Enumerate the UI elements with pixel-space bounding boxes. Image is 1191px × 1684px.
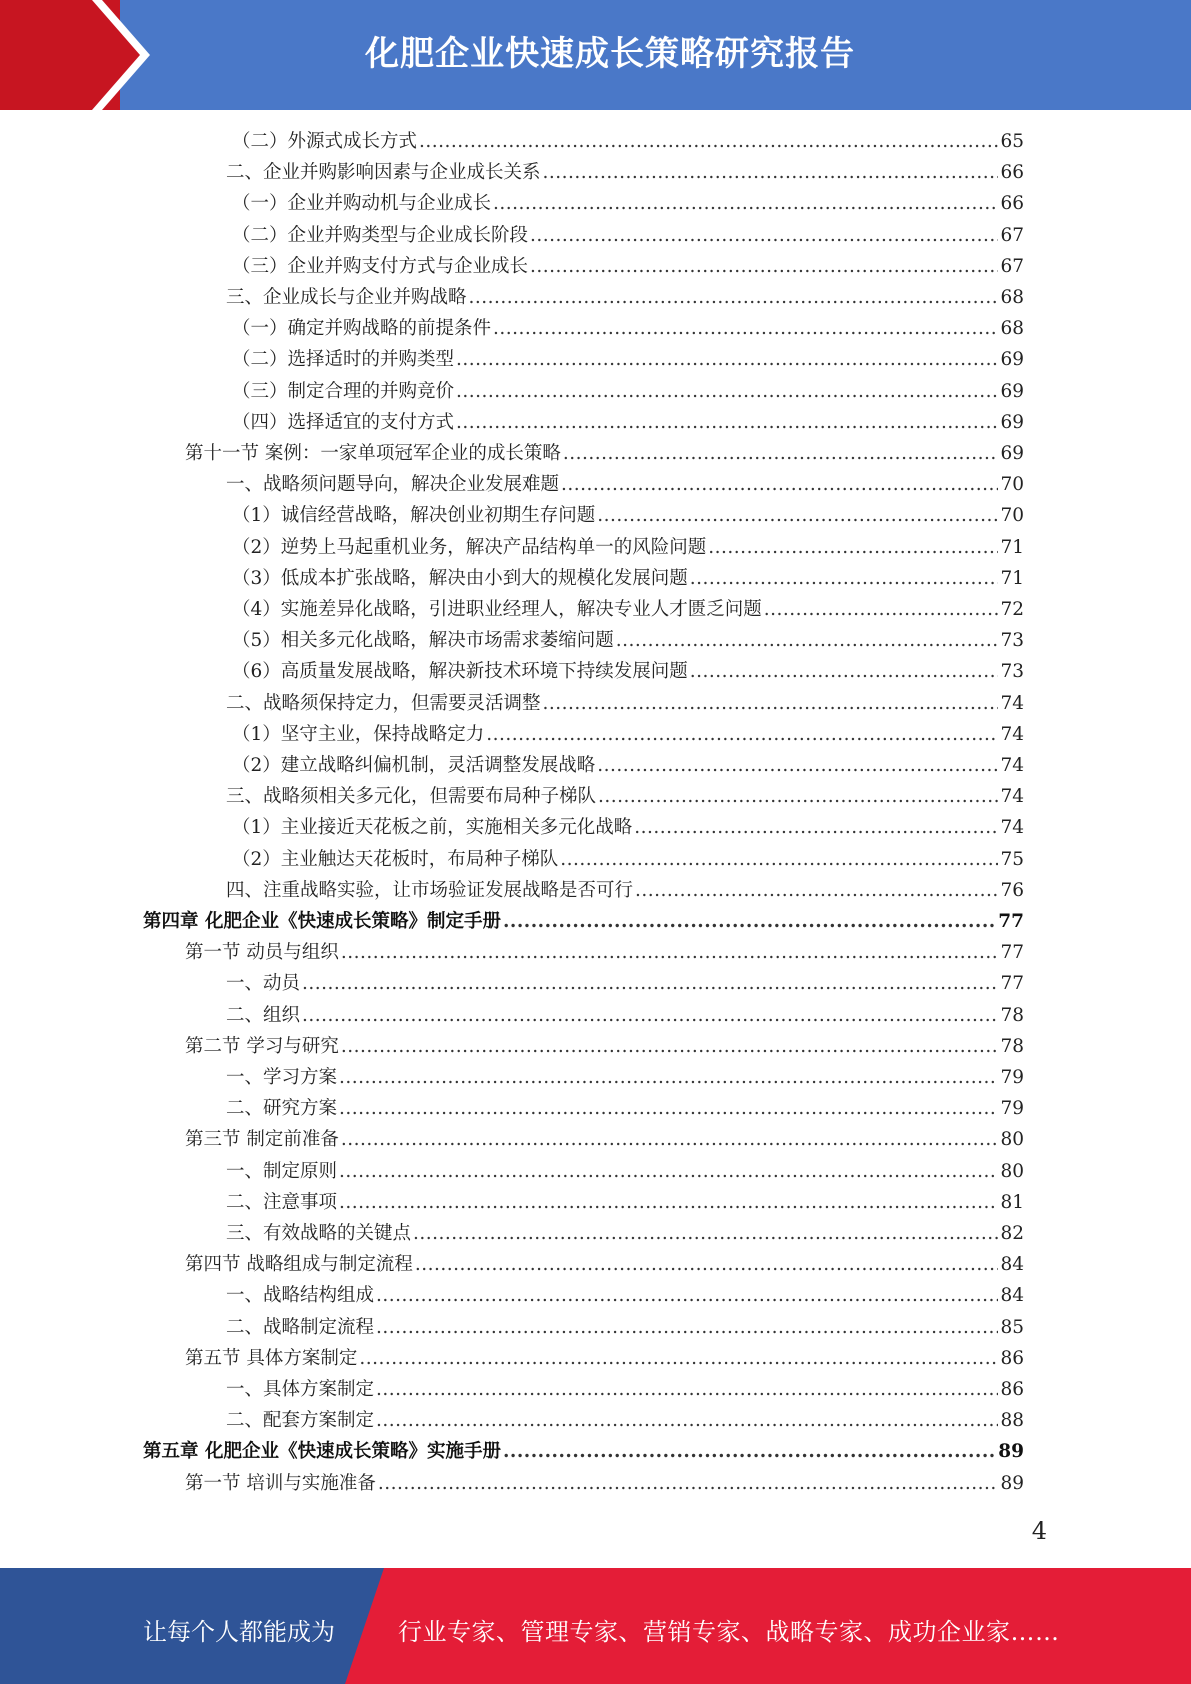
toc-dot-leader [530,221,998,251]
toc-entry[interactable] [232,127,1024,157]
toc-dot-leader [560,845,998,875]
toc-entry[interactable] [185,1032,1024,1062]
toc-entry-page: 67 [1000,255,1024,277]
toc-entry-page: 77 [998,911,1024,932]
toc-dot-leader [339,1188,998,1218]
toc-entry-title: 二、研究方案 [226,1098,338,1120]
toc-entry-title: 二、战略须保持定力，但需要灵活调整 [226,692,541,714]
toc-entry[interactable] [226,969,1024,999]
toc-entry[interactable] [226,1063,1024,1093]
toc-dot-leader [302,969,998,999]
toc-entry-title: 三、企业成长与企业并购战略 [226,287,467,308]
toc-dot-leader [543,689,999,719]
toc-entry[interactable] [226,782,1024,812]
toc-dot-leader [376,1313,998,1343]
toc-entry-page: 69 [1000,380,1024,402]
toc-dot-leader [764,595,999,625]
toc-entry-title: （一）企业并购动机与企业成长 [232,193,492,215]
toc-dot-leader [503,1437,996,1467]
toc-entry-title: （二）外源式成长方式 [232,131,418,152]
toc-entry[interactable] [226,283,1024,313]
toc-entry-title: （二）选择适时的并购类型 [232,349,455,371]
toc-entry-page: 85 [1000,1316,1024,1338]
toc-entry-title: （4）实施差异化战略，引进职业经理人，解决专业人才匮乏问题 [232,599,762,620]
toc-entry-title: 二、注意事项 [226,1191,338,1213]
toc-entry[interactable] [226,1406,1024,1436]
toc-entry-page: 78 [1000,1004,1024,1026]
toc-entry-title: 一、战略结构组成 [226,1285,375,1307]
toc-entry-title: （四）选择适宜的支付方式 [232,411,455,433]
page-footer [0,1568,1191,1684]
toc-dot-leader [341,1125,999,1155]
toc-dot-leader [341,938,999,968]
toc-dot-leader [376,1375,998,1405]
toc-dot-leader [339,1157,998,1187]
toc-dot-leader [378,1469,999,1499]
toc-entry-page: 89 [998,1441,1024,1463]
toc-entry-title: 一、制定原则 [226,1160,338,1182]
toc-entry-page: 76 [1000,879,1024,901]
toc-entry[interactable] [232,595,1024,625]
toc-entry[interactable] [232,189,1024,219]
toc-entry[interactable] [232,252,1024,282]
toc-dot-leader [415,1250,999,1280]
toc-entry-page: 74 [1000,723,1024,745]
toc-dot-leader [708,533,998,563]
toc-entry-title: （三）企业并购支付方式与企业成长 [232,255,529,277]
toc-entry-title: 四、注重战略实验，让市场验证发展战略是否可行 [226,879,634,901]
toc-entry-page: 74 [1000,755,1024,776]
toc-entry-title: 三、有效战略的关键点 [226,1223,412,1244]
toc-entry-title: （2）主业触达天花板时，布局种子梯队 [232,848,559,870]
toc-entry-title: （6）高质量发展战略，解决新技术环境下持续发展问题 [232,661,688,683]
toc-entry-page: 74 [1000,786,1024,808]
toc-entry[interactable] [226,158,1024,188]
toc-dot-leader [635,876,998,906]
toc-entry[interactable] [232,533,1024,563]
toc-entry-page: 73 [1000,661,1024,683]
toc-entry-page: 89 [1000,1472,1024,1494]
toc-dot-leader [419,127,998,157]
toc-dot-leader [413,1219,998,1249]
toc-entry-title: 第四节 战略组成与制定流程 [185,1254,413,1276]
toc-entry-page: 80 [1000,1160,1024,1182]
toc-entry-page: 78 [1000,1035,1024,1057]
toc-entry[interactable] [226,1375,1024,1405]
toc-entry-page: 77 [1000,973,1024,995]
toc-entry-page: 68 [1000,287,1024,308]
toc-dot-leader [690,657,999,687]
toc-entry-page: 70 [1000,474,1024,496]
toc-dot-leader [359,1344,998,1374]
toc-entry-page: 66 [1000,193,1024,215]
toc-dot-leader [339,1094,998,1124]
toc-entry-page: 65 [1000,131,1024,152]
toc-dot-leader [302,1001,998,1031]
toc-entry[interactable] [185,1344,1024,1374]
footer-slogan-right: 行业专家、管理专家、营销专家、战略专家、成功企业家…… [398,1618,1060,1646]
toc-entry[interactable] [232,314,1024,344]
header-arrow-icon [0,0,145,110]
toc-dot-leader [597,501,998,531]
page-number: 4 [1031,1517,1047,1545]
document-title: 化肥企业快速成长策略研究报告 [365,34,855,74]
toc-entry-page: 67 [1000,224,1024,246]
toc-dot-leader [503,907,996,937]
toc-entry[interactable] [232,501,1024,531]
toc-entry-title: 第五节 具体方案制定 [185,1347,358,1369]
toc-dot-leader [634,813,998,843]
toc-entry-page: 74 [1000,817,1024,839]
toc-entry-title: 第四章 化肥企业《快速成长策略》制定手册 [143,911,501,932]
toc-entry-page: 86 [1000,1379,1024,1400]
toc-entry-page: 84 [1000,1285,1024,1307]
toc-entry-page: 84 [1000,1254,1024,1276]
toc-entry-title: 第三节 制定前准备 [185,1129,339,1151]
toc-dot-leader [376,1281,998,1311]
toc-entry[interactable] [226,1094,1024,1124]
toc-dot-leader [598,782,998,812]
toc-entry-title: （二）企业并购类型与企业成长阶段 [232,224,529,246]
toc-entry[interactable] [185,1250,1024,1280]
toc-entry-title: 二、组织 [226,1004,301,1026]
toc-dot-leader [469,283,999,313]
toc-entry-page: 72 [1000,599,1024,620]
toc-entry-page: 88 [1000,1410,1024,1432]
toc-entry-page: 80 [1000,1129,1024,1151]
footer-slogan-left: 让每个人都能成为 [143,1618,335,1646]
toc-entry-title: 第十一节 案例：一家单项冠军企业的成长策略 [185,443,561,464]
toc-dot-leader [563,439,999,469]
toc-entry[interactable] [232,751,1024,781]
toc-entry[interactable] [232,813,1024,843]
toc-entry-page: 77 [1000,942,1024,964]
toc-dot-leader [486,720,998,750]
toc-entry-title: 三、战略须相关多元化，但需要布局种子梯队 [226,786,597,808]
toc-entry-page: 81 [1000,1191,1024,1213]
toc-entry-title: （1）诚信经营战略，解决创业初期生存问题 [232,505,596,527]
toc-dot-leader [341,1032,999,1062]
toc-entry-page: 71 [1000,536,1024,558]
toc-dot-leader [376,1406,998,1436]
toc-entry-page: 73 [1000,630,1024,652]
toc-entry[interactable] [226,1157,1024,1187]
toc-entry[interactable] [226,1219,1024,1249]
toc-entry-title: 一、动员 [226,973,301,995]
toc-entry[interactable] [232,221,1024,251]
toc-entry-title: 一、学习方案 [226,1067,338,1088]
toc-entry-title: （3）低成本扩张战略，解决由小到大的规模化发展问题 [232,567,688,589]
toc-entry[interactable] [226,470,1024,500]
toc-entry-page: 70 [1000,505,1024,527]
toc-chapter-entry[interactable] [143,1437,1024,1467]
toc-entry-title: （1）主业接近天花板之前，实施相关多元化战略 [232,817,633,839]
toc-entry-page: 66 [1000,162,1024,184]
toc-entry-title: 第二节 学习与研究 [185,1035,339,1057]
toc-entry[interactable] [226,876,1024,906]
toc-entry-title: 第一节 动员与组织 [185,942,339,964]
toc-entry-title: （2）逆势上马起重机业务，解决产品结构单一的风险问题 [232,536,707,558]
toc-dot-leader [456,408,998,438]
toc-entry-page: 79 [1000,1098,1024,1120]
toc-entry-title: （2）建立战略纠偏机制，灵活调整发展战略 [232,755,596,776]
page-header [0,0,1191,110]
toc-entry-page: 74 [1000,692,1024,714]
toc-entry-page: 69 [1000,443,1024,464]
toc-entry[interactable] [232,626,1024,656]
toc-entry[interactable] [232,657,1024,687]
toc-entry-page: 69 [1000,411,1024,433]
toc-entry-title: 二、配套方案制定 [226,1410,375,1432]
toc-chapter-entry[interactable] [143,907,1024,937]
toc-entry-title: （三）制定合理的并购竞价 [232,380,455,402]
toc-entry[interactable] [232,564,1024,594]
toc-entry[interactable] [185,938,1024,968]
toc-entry[interactable] [185,439,1024,469]
toc-entry-title: 一、战略须问题导向，解决企业发展难题 [226,474,560,496]
toc-dot-leader [339,1063,998,1093]
toc-dot-leader [456,345,998,375]
toc-entry[interactable] [226,1281,1024,1311]
toc-entry[interactable] [232,408,1024,438]
toc-entry[interactable] [232,377,1024,407]
toc-entry-title: 二、企业并购影响因素与企业成长关系 [226,162,541,184]
toc-entry-title: 第五章 化肥企业《快速成长策略》实施手册 [143,1441,501,1463]
toc-dot-leader [616,626,999,656]
toc-entry-title: 二、战略制定流程 [226,1316,375,1338]
toc-dot-leader [690,564,999,594]
toc-entry[interactable] [232,720,1024,750]
toc-entry[interactable] [226,689,1024,719]
toc-entry-page: 79 [1000,1067,1024,1088]
toc-entry-title: （1）坚守主业，保持战略定力 [232,723,485,745]
toc-dot-leader [493,189,998,219]
toc-entry[interactable] [232,345,1024,375]
toc-entry-page: 68 [1000,318,1024,340]
toc-dot-leader [493,314,998,344]
toc-entry-page: 71 [1000,567,1024,589]
toc-entry-title: 一、具体方案制定 [226,1379,375,1400]
toc-entry[interactable] [232,845,1024,875]
toc-dot-leader [456,377,998,407]
toc-entry[interactable] [226,1313,1024,1343]
toc-dot-leader [597,751,998,781]
toc-entry[interactable] [226,1188,1024,1218]
toc-entry-title: （5）相关多元化战略，解决市场需求萎缩问题 [232,630,614,652]
toc-entry-page: 75 [1000,848,1024,870]
toc-entry-title: （一）确定并购战略的前提条件 [232,318,492,340]
toc-entry-page: 86 [1000,1347,1024,1369]
toc-entry[interactable] [185,1125,1024,1155]
toc-entry[interactable] [185,1469,1024,1499]
toc-dot-leader [561,470,998,500]
toc-entry[interactable] [226,1001,1024,1031]
toc-entry-title: 第一节 培训与实施准备 [185,1472,376,1494]
toc-dot-leader [530,252,998,282]
toc-dot-leader [543,158,999,188]
toc-entry-page: 69 [1000,349,1024,371]
toc-entry-page: 82 [1000,1223,1024,1244]
